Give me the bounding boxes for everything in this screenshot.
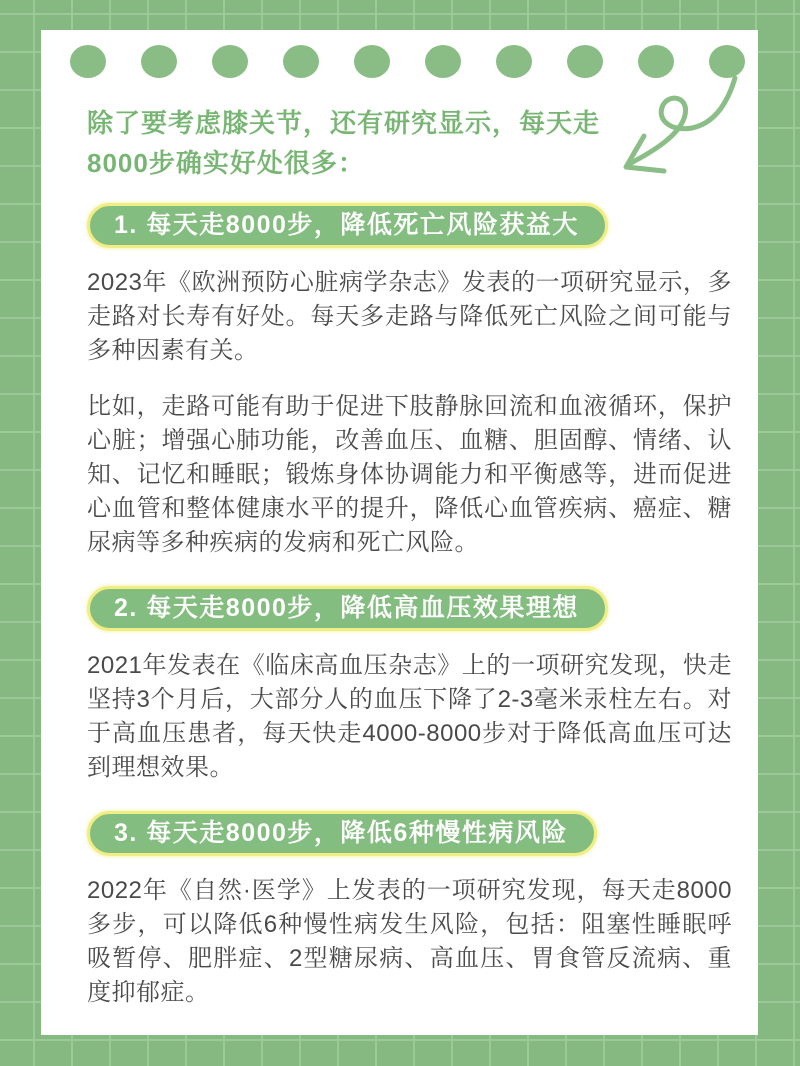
- binder-dot: [141, 45, 177, 78]
- section-2-paragraph-1: 2021年发表在《临床高血压杂志》上的一项研究发现，快走坚持3个月后，大部分人的血压下降了2-3毫米汞柱左右。对于高血压患者，每天快走4000-8000步对于降低高血压可达到理想效果。: [87, 652, 732, 781]
- section-1-paragraph-1: 2023年《欧洲预防心脏病学杂志》发表的一项研究显示，多走路对长寿有好处。每天多走路与降低死亡风险之间可能与多种因素有关。: [87, 269, 732, 364]
- binder-dot: [354, 45, 390, 78]
- note-card: [41, 30, 758, 1035]
- section-2-heading-row: [87, 586, 732, 631]
- binder-dot: [70, 45, 106, 78]
- section-3-paragraph-1: 2022年《自然·医学》上发表的一项研究发现，每天走8000多步，可以降低6种慢性病发生风险，包括：阻塞性睡眠呼吸暂停、肥胖症、2型糖尿病、高血压、胃食管反流病、重度抑郁症。: [87, 877, 732, 1006]
- section-3-heading-row: [87, 811, 732, 856]
- section-3-heading-badge: 3. 每天走8000步，降低6种慢性病风险: [87, 811, 597, 856]
- binder-dot: [567, 45, 603, 78]
- binder-dot: [496, 45, 532, 78]
- section-1: [87, 203, 732, 560]
- section-2: [87, 586, 732, 785]
- intro-title: 除了要考虑膝关节，还有研究显示，每天走8000步确实好处很多：: [87, 108, 601, 178]
- section-1-heading-badge: 1. 每天走8000步，降低死亡风险获益大: [87, 203, 608, 248]
- binder-dot: [425, 45, 461, 78]
- section-1-paragraph-2: 比如，走路可能有助于促进下肢静脉回流和血液循环，保护心脏；增强心肺功能，改善血压、血糖、胆固醇、情绪、认知、记忆和睡眠；锻炼身体协调能力和平衡感等，进而促进心血管和整体健康水平的提升，降低心血管疾病、癌症、糖尿病等多种疾病的发病和死亡风险。: [87, 393, 732, 556]
- section-2-heading-badge: 2. 每天走8000步，降低高血压效果理想: [87, 586, 608, 631]
- binder-dot: [212, 45, 248, 78]
- binder-dot: [283, 45, 319, 78]
- card-content: [87, 103, 732, 1010]
- section-1-heading-row: [87, 203, 732, 248]
- section-3: [87, 811, 732, 1010]
